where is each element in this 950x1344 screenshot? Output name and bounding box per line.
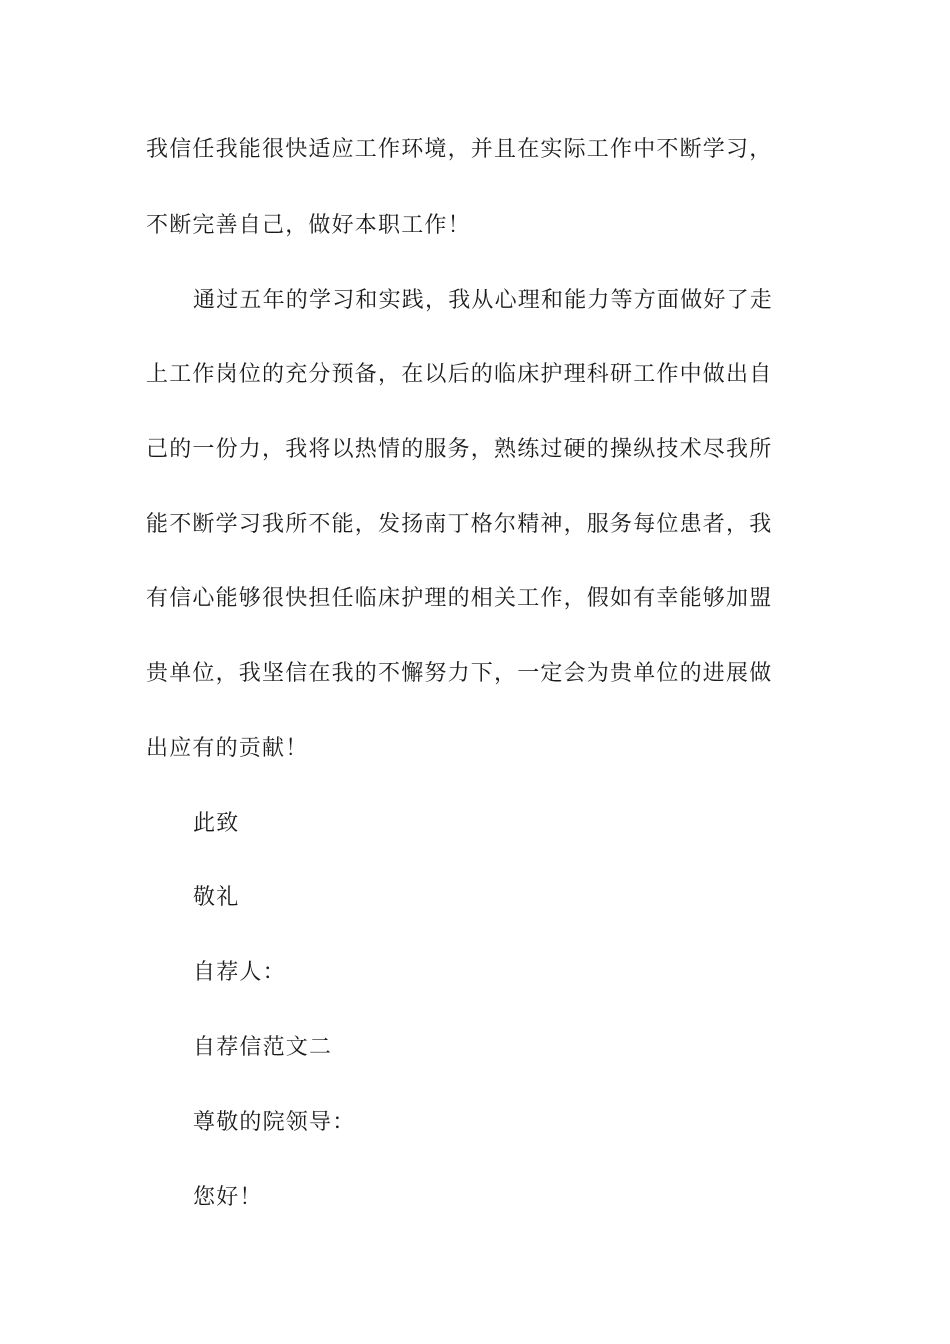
paragraph-line: 己的一份力，我将以热情的服务，熟练过硬的操纵技术尽我所 (146, 437, 773, 462)
letter-hello: 您好！ (193, 1185, 263, 1210)
section-heading: 自荐信范文二 (193, 1035, 333, 1060)
paragraph-line: 有信心能够很快担任临床护理的相关工作，假如有幸能够加盟 (146, 586, 773, 611)
closing-salutation: 此致 (193, 811, 240, 836)
closing-regards: 敬礼 (193, 885, 240, 910)
paragraph-line: 我信任我能很快适应工作环境，并且在实际工作中不断学习， (146, 137, 773, 162)
letter-greeting: 尊敬的院领导： (193, 1110, 356, 1135)
paragraph-line: 不断完善自己，做好本职工作！ (146, 213, 471, 238)
paragraph-line: 能不断学习我所不能，发扬南丁格尔精神，服务每位患者，我 (146, 512, 773, 537)
paragraph-line: 贵单位，我坚信在我的不懈努力下，一定会为贵单位的进展做 (146, 661, 773, 686)
signature-label: 自荐人： (193, 960, 286, 985)
paragraph-line: 上工作岗位的充分预备，在以后的临床护理科研工作中做出自 (146, 362, 773, 387)
paragraph-line: 通过五年的学习和实践，我从心理和能力等方面做好了走 (193, 288, 774, 313)
paragraph-line: 出应有的贡献！ (146, 736, 309, 761)
